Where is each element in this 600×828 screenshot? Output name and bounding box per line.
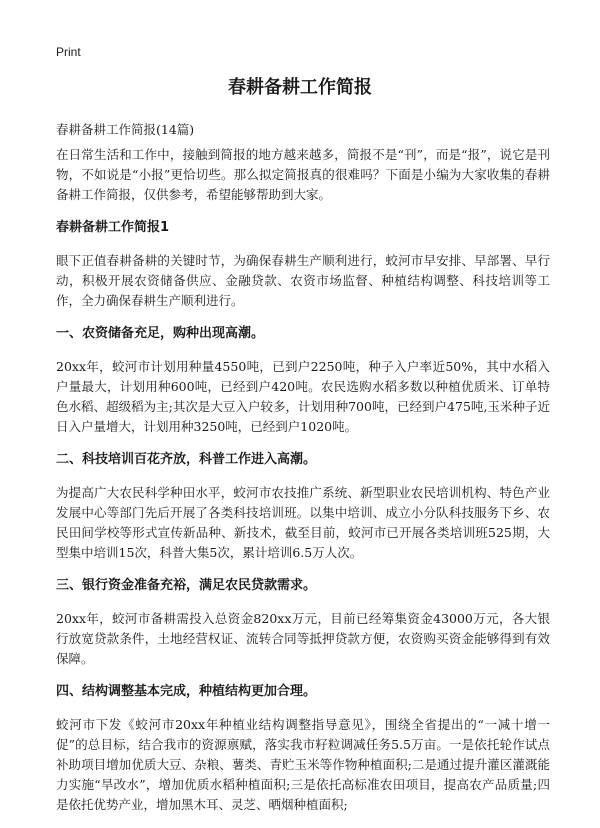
section-heading: 四、结构调整基本完成，种植结构更加合理。: [56, 684, 317, 699]
document-subtitle: 春耕备耕工作简报(14篇): [56, 122, 195, 137]
section-paragraph: 20xx年，蛟河市备耕需投入总资金820xx万元，目前已经筹集资金43000万元，各大银行放宽贷款条件，土地经营权证、流转合同等抵押贷款方便，农资购买资金能够得到有效保障。: [56, 611, 550, 666]
section-heading: 一、农资储备充足，购种出现高潮。: [56, 326, 265, 341]
section-paragraph: 20xx年，蛟河市计划用种量4550吨，已到户2250吨，种子入户率近50%，其中水稻入户量最大，计划用种600吨，已经到户420吨。农民选购水稻多数以种植优质米、订单特色水稻、超级稻为主;其次是大豆入户较多，计划用种700吨，已经到户475吨,玉米种子近日入户量增大，计划用种3250吨，已经到户1020吨。: [56, 359, 550, 434]
intro-paragraph: 在日常生活和工作中，接触到简报的地方越来越多，简报不是“刊”，而是“报”，说它是刊物，不如说是“小报”更恰切些。那么拟定简报真的很难吗？下面是小编为大家收集的春耕备耕工作简报，仅供参考，希望能够帮助到大家。: [56, 147, 550, 202]
section-paragraph: 为提高广大农民科学种田水平，蛟河市农技推广系统、新型职业农民培训机构、特色产业发展中心等部门先后开展了各类科技培训班。以集中培训、成立小分队科技服务下乡、农民田间学校等形式宣传新品种、新技术，截至目前，蛟河市已开展各类培训班525期，大型集中培训15次，科普大集5次，累计培训6.5万人次。: [56, 485, 550, 560]
print-link[interactable]: Print: [56, 45, 81, 59]
article-heading: 春耕备耕工作简报1: [56, 220, 170, 235]
document-body: [56, 145, 550, 828]
section-heading: 三、银行资金准备充裕，满足农民贷款需求。: [56, 578, 317, 593]
section-heading: 二、科技培训百花齐放，科普工作进入高潮。: [56, 452, 317, 467]
lead-paragraph: 眼下正值春耕备耕的关键时节，为确保春耕生产顺利进行，蛟河市早安排、早部署、早行动，积极开展农资储备供应、金融贷款、农资市场监督、种植结构调整、科技培训等工作，全力确保春耕生产顺利进行。: [56, 253, 550, 308]
section-paragraph: 蛟河市下发《蛟河市20xx年种植业结构调整指导意见》，围绕全省提出的“一减十增一促”的总目标，结合我市的资源禀赋，落实我市籽粒调减任务5.5万亩。一是依托轮作试点补助项目增加优质大豆、杂粮、薯类、青贮玉米等作物种植面积;二是通过提升灌区灌溉能力实施“旱改水”，增加优质水稻种植面积;三是依托高标准农田项目，提高农产品质量;四是依托优势产业，增加黑木耳、灵芝、晒烟种植面积;: [56, 717, 550, 812]
page-title: 春耕备耕工作简报: [228, 77, 372, 98]
